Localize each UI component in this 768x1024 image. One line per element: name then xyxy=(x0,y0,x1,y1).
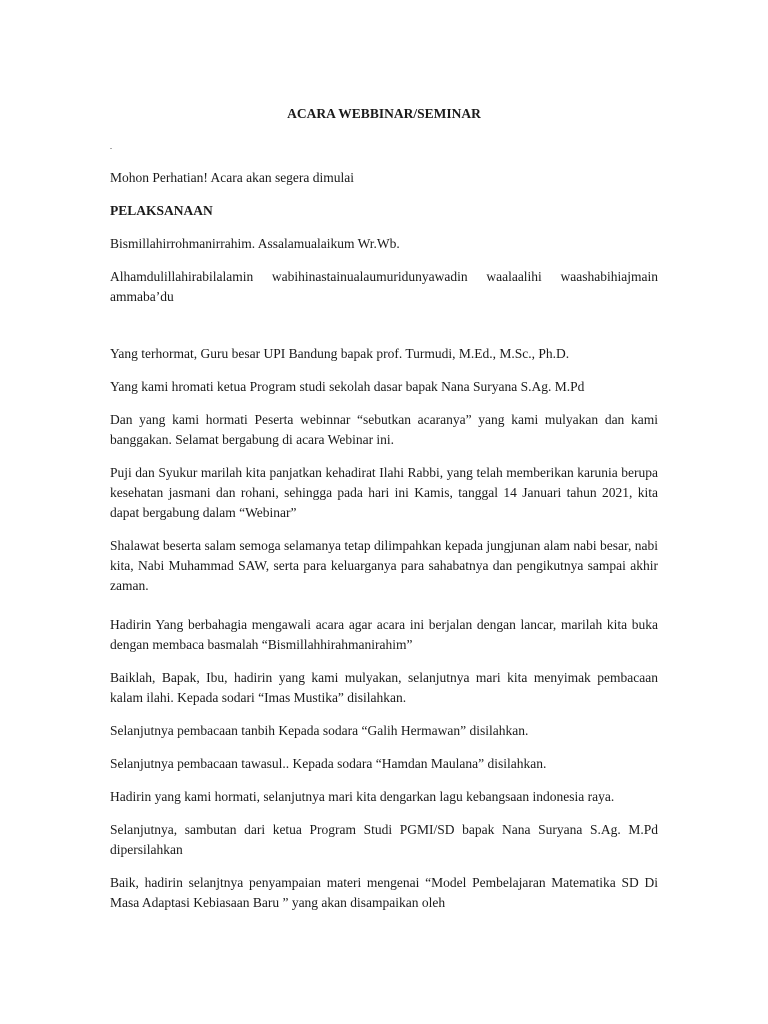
paragraph-gratitude: Puji dan Syukur marilah kita panjatkan kehadirat Ilahi Rabbi, yang telah memberikan karunia berupa kesehatan jasmani dan rohani, sehingga pada hari ini Kamis, tanggal 14 Januari tahun 2021, kita dapat bergabung dalam “Webinar” xyxy=(110,465,658,520)
paragraph-anthem: Hadirin yang kami hormati, selanjutnya mari kita dengarkan lagu kebangsaan indonesia raya. xyxy=(110,789,615,804)
paragraph-greeting-guest: Yang terhormat, Guru besar UPI Bandung bapak prof. Turmudi, M.Ed., M.Sc., Ph.D. xyxy=(110,346,570,361)
section-heading: PELAKSANAAN xyxy=(110,203,213,218)
paragraph-material: Baik, hadirin selanjtnya penyampaian materi mengenai “Model Pembelajaran Matematika SD Di Masa Adaptasi Kebiasaan Baru ” yang akan disampaikan oleh xyxy=(110,875,658,910)
intro-paragraph: Mohon Perhatian! Acara akan segera dimulai xyxy=(110,170,355,185)
paragraph-hamdalah: Alhamdulillahirabilalamin wabihinastainualaumuridunyawadin waalaalihi waashabihiajmain ammaba’du xyxy=(110,269,658,304)
document-body xyxy=(110,104,658,913)
document-title: ACARA WEBBINAR/SEMINAR xyxy=(287,106,481,121)
paragraph-opening: Bismillahirrohmanirrahim. Assalamualaikum Wr.Wb. xyxy=(110,236,400,251)
paragraph-greeting-participants: Dan yang kami hormati Peserta webinnar “sebutkan acaranya” yang kami mulyakan dan kami banggakan. Selamat bergabung di acara Webinar ini. xyxy=(110,412,658,447)
paragraph-speech: Selanjutnya, sambutan dari ketua Program Studi PGMI/SD bapak Nana Suryana S.Ag. M.Pd dipersilahkan xyxy=(110,822,658,857)
paragraph-opening-prayer: Hadirin Yang berbahagia mengawali acara agar acara ini berjalan dengan lancar, marilah kita buka dengan membaca basmalah “Bismillahhirahmanirahim” xyxy=(110,617,658,652)
stray-dot: . xyxy=(110,142,112,151)
paragraph-tawasul: Selanjutnya pembacaan tawasul.. Kepada sodara “Hamdan Maulana” disilahkan. xyxy=(110,756,547,771)
paragraph-quran-reading: Baiklah, Bapak, Ibu, hadirin yang kami mulyakan, selanjutnya mari kita menyimak pembacaan kalam ilahi. Kepada sodari “Imas Mustika” disilahkan. xyxy=(110,670,658,705)
paragraph-tanbih: Selanjutnya pembacaan tanbih Kepada sodara “Galih Hermawan” disilahkan. xyxy=(110,723,529,738)
paragraph-greeting-head: Yang kami hromati ketua Program studi sekolah dasar bapak Nana Suryana S.Ag. M.Pd xyxy=(110,379,585,394)
paragraph-shalawat: Shalawat beserta salam semoga selamanya tetap dilimpahkan kepada jungjunan alam nabi besar, nabi kita, Nabi Muhammad SAW, serta para keluarganya para sahabatnya dan pengikutnya sampai akhir zaman. xyxy=(110,538,658,593)
